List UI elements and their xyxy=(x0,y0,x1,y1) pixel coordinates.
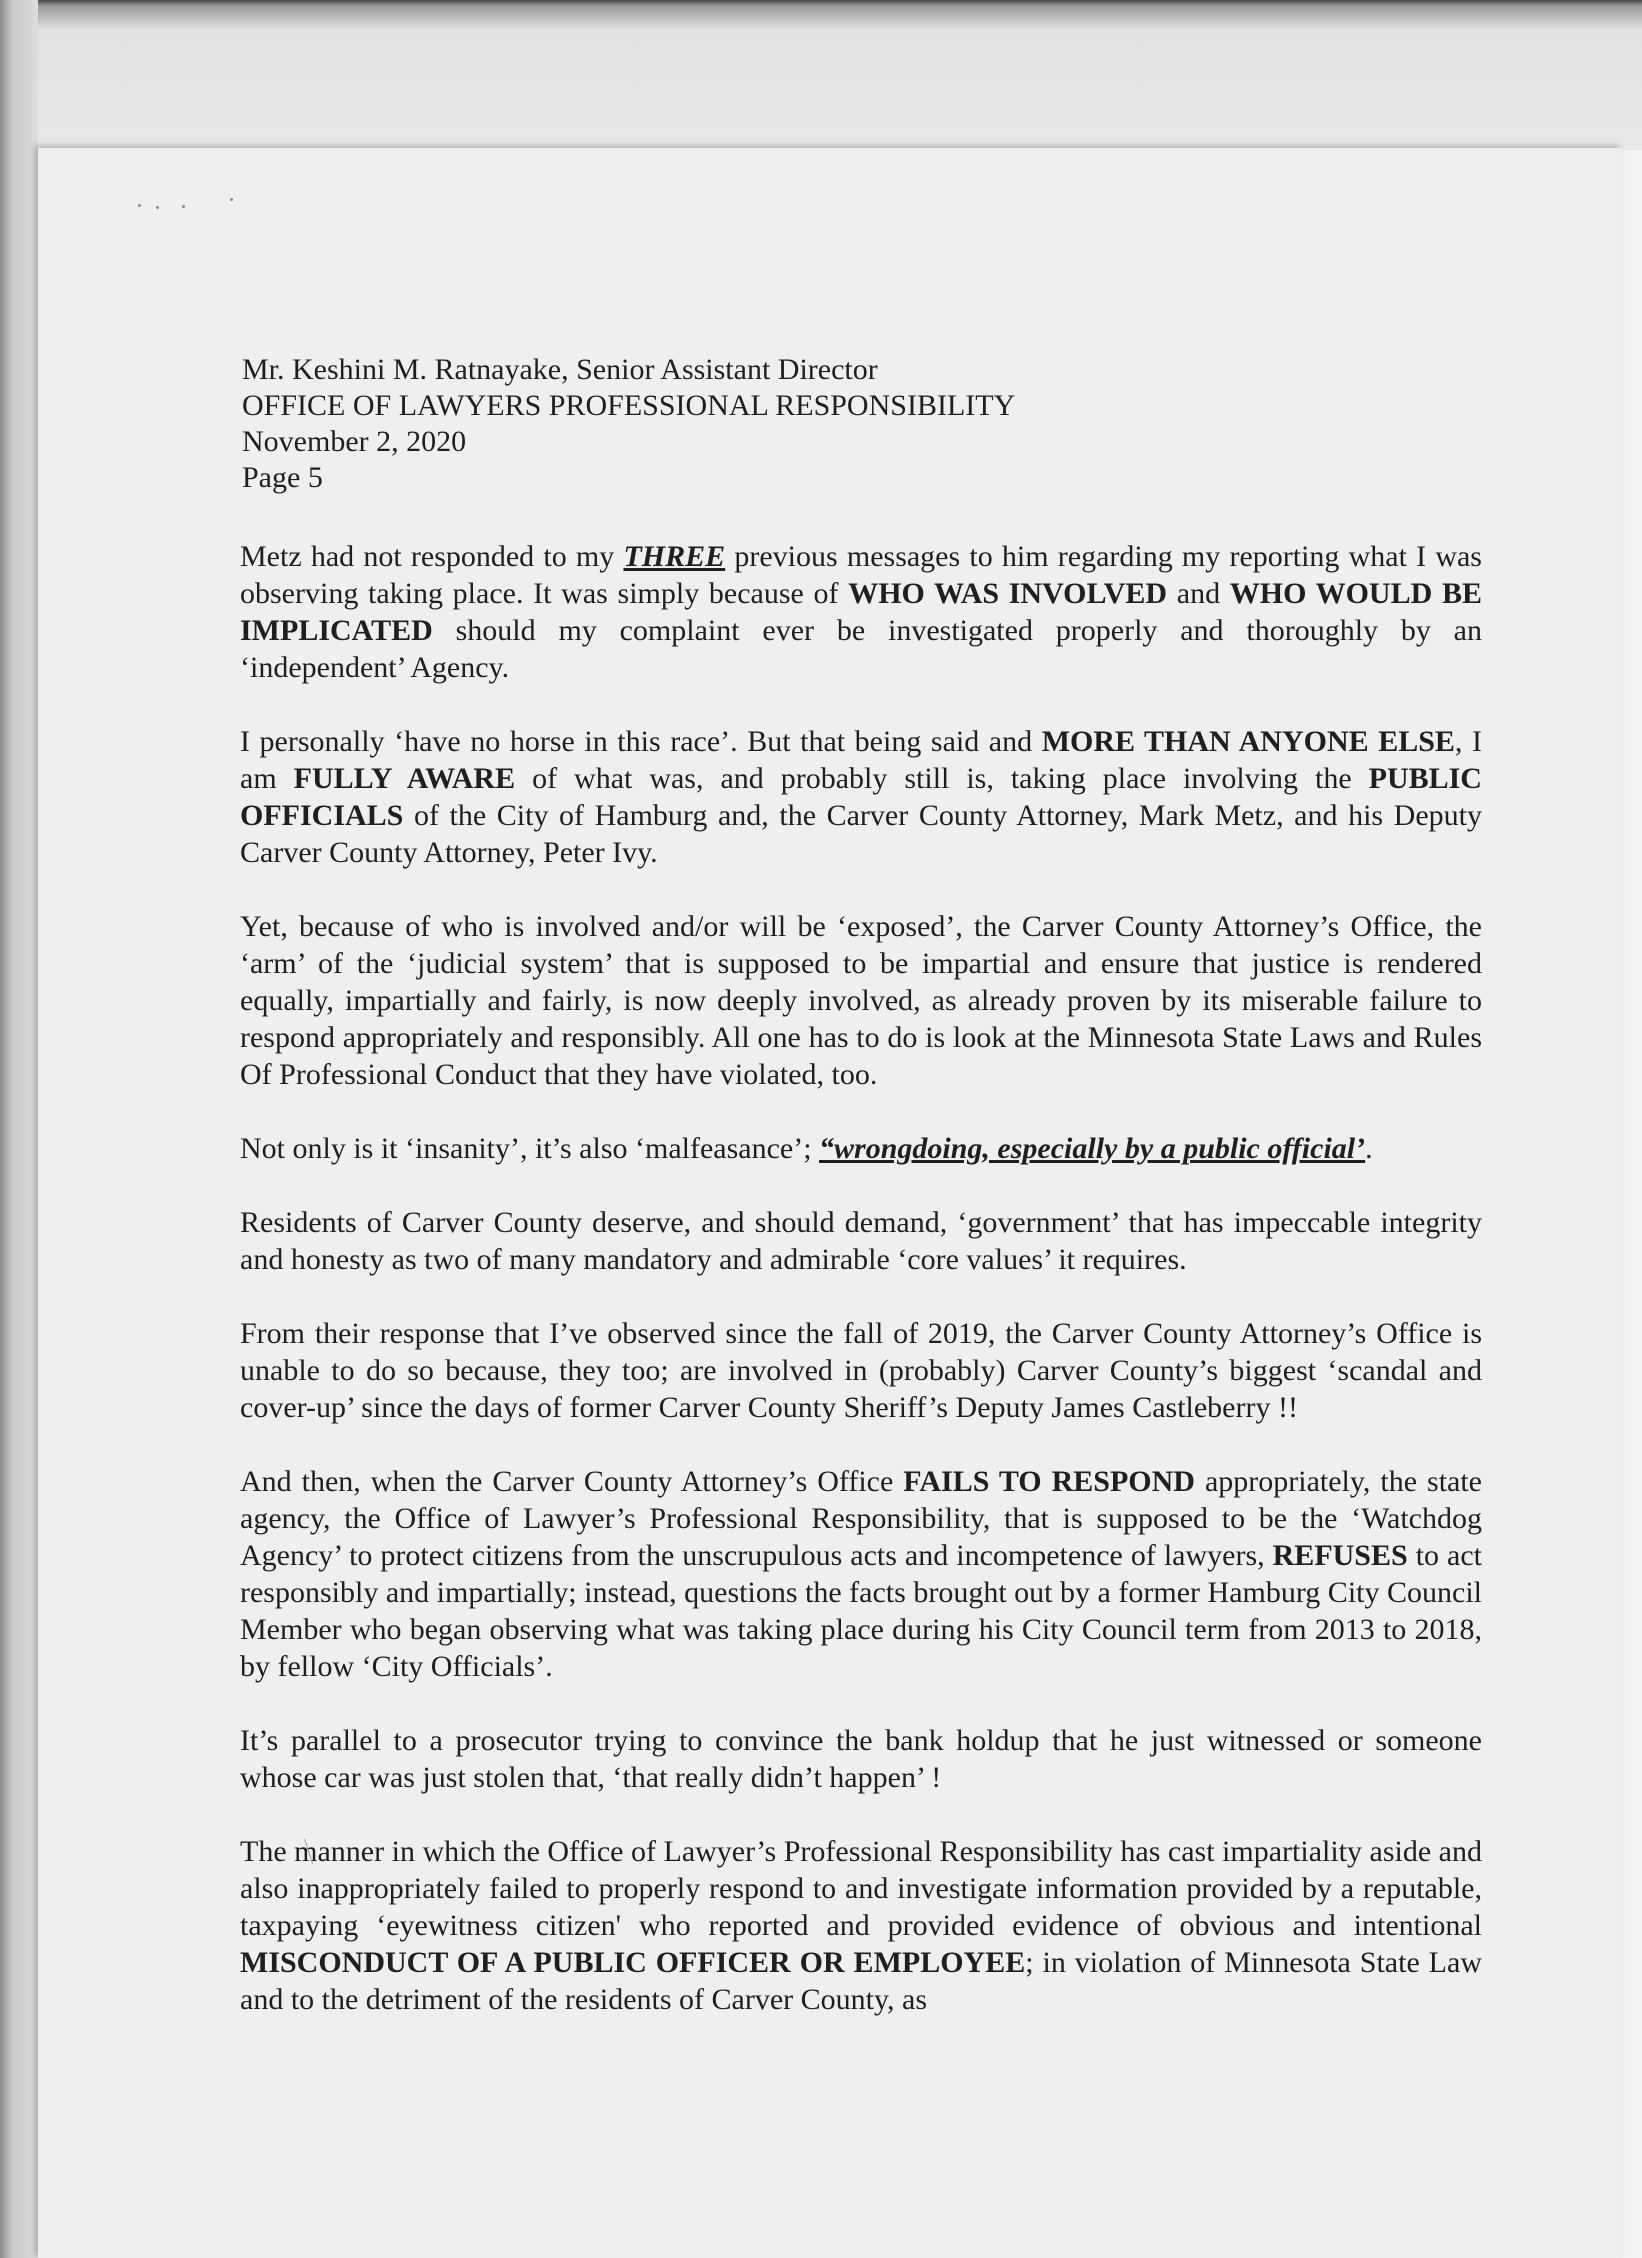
paragraph-7: And then, when the Carver County Attorney’s Office FAILS TO RESPOND appropriately, the state agency, the Office of Lawyer’s Professional Responsibility, that is supposed to be the ‘Watchdog Agency’ to protect citizens from the unscrupulous acts and incompetence of lawyers, REFUSES to act responsibly and impartially; instead, questions the facts brought out by a former Hamburg City Council Member who began observing what was taking place during his City Council term from 2013 to 2018, by fellow ‘City Officials’. xyxy=(240,1465,1482,1683)
recipient-line: Mr. Keshini M. Ratnayake, Senior Assistant Director xyxy=(242,353,878,386)
scanner-top-edge xyxy=(0,0,1642,150)
letter-body xyxy=(240,538,1482,2018)
date-line: November 2, 2020 xyxy=(242,425,467,458)
paragraph-2: I personally ‘have no horse in this race’. But that being said and MORE THAN ANYONE ELSE, I am FULLY AWARE of what was, and probably still is, taking place involving the PUBLIC OFFICIALS of the City of Hamburg and, the Carver County Attorney, Mark Metz, and his Deputy Carver County Attorney, Peter Ivy. xyxy=(240,725,1482,869)
paragraph-9: The manner in which the Office of Lawyer’s Professional Responsibility has cast impartiality aside and also inappropriately failed to properly respond to and investigate information provided by a reputable, taxpaying ‘eyewitness citizen' who reported and provided evidence of obvious and intentional MISCONDUCT OF A PUBLIC OFFICER OR EMPLOYEE; in violation of Minnesota State Law and to the detriment of the residents of Carver County, as xyxy=(240,1835,1482,2016)
paragraph-4: Not only is it ‘insanity’, it’s also ‘malfeasance’; “wrongdoing, especially by a public official’. xyxy=(240,1132,1373,1165)
emphasis-three: THREE xyxy=(623,540,726,573)
letter-header xyxy=(242,352,1482,496)
page-number: Page 5 xyxy=(242,461,323,494)
office-line: OFFICE OF LAWYERS PROFESSIONAL RESPONSIBILITY xyxy=(242,389,1016,422)
paragraph-6: From their response that I’ve observed since the fall of 2019, the Carver County Attorney’s Office is unable to do so because, they too; are involved in (probably) Carver County’s biggest ‘scandal and cover-up’ since the days of former Carver County Sheriff’s Deputy James Castleberry !! xyxy=(240,1317,1482,1424)
scan-specks xyxy=(138,198,248,210)
malfeasance-definition: “wrongdoing, especially by a public official’ xyxy=(819,1132,1366,1165)
scanner-right-edge xyxy=(1622,150,1642,2258)
paragraph-3: Yet, because of who is involved and/or will be ‘exposed’, the Carver County Attorney’s Office, the ‘arm’ of the ‘judicial system’ that is supposed to be impartial and ensure that justice is rendered equally, impartially and fairly, is now deeply involved, as already proven by its miserable failure to respond appropriately and responsibly. All one has to do is look at the Minnesota State Laws and Rules Of Professional Conduct that they have violated, too. xyxy=(240,910,1482,1091)
paragraph-5: Residents of Carver County deserve, and should demand, ‘government’ that has impeccable integrity and honesty as two of many mandatory and admirable ‘core values’ it requires. xyxy=(240,1206,1482,1276)
scanner-left-edge xyxy=(0,0,38,2258)
paragraph-1: Metz had not responded to my THREE previous messages to him regarding my reporting what I was observing taking place. It was simply because of WHO WAS INVOLVED and WHO WOULD BE IMPLICATED should my complaint ever be investigated properly and thoroughly by an ‘independent’ Agency. xyxy=(240,540,1482,684)
paragraph-8: It’s parallel to a prosecutor trying to convince the bank holdup that he just witnessed or someone whose car was just stolen that, ‘that really didn’t happen’ ! xyxy=(240,1724,1482,1794)
